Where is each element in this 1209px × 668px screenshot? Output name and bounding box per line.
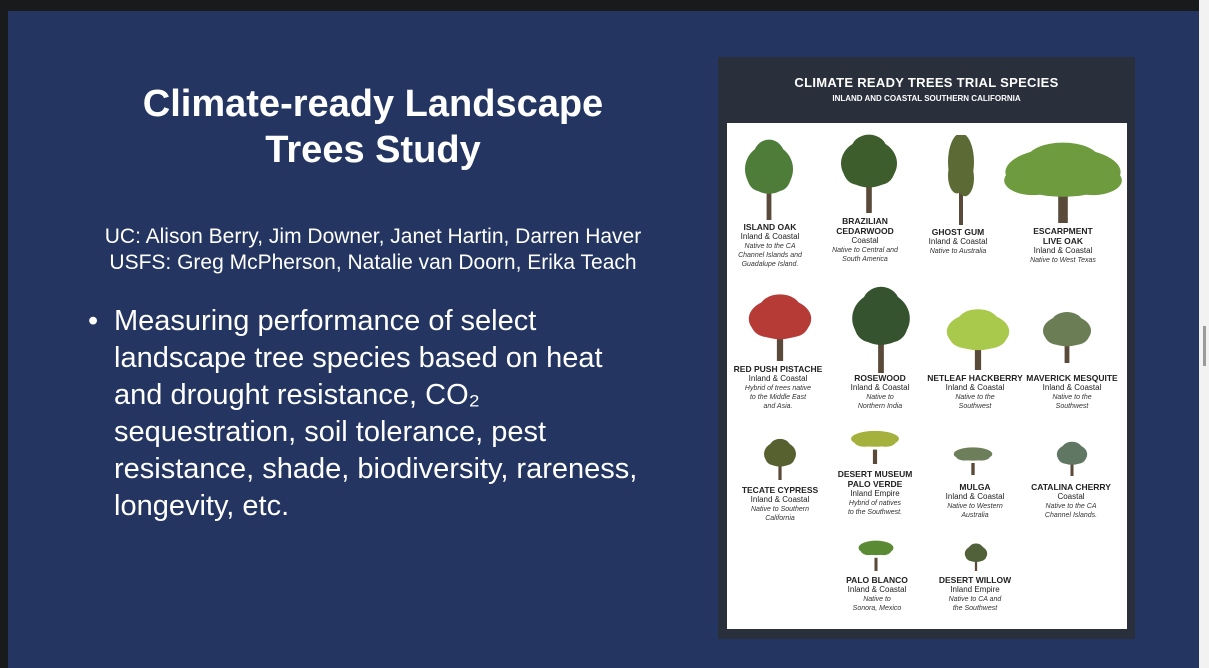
tree-caption	[925, 575, 1025, 613]
tree-caption	[815, 216, 915, 264]
maverick-mesquite-icon	[1037, 311, 1097, 363]
tree-origin-note: Native to the CA	[744, 243, 796, 250]
tree-region: Inland & Coastal	[748, 374, 808, 383]
catalina-cherry-icon	[1053, 441, 1091, 476]
tree-name: PALO BLANCO	[846, 575, 908, 585]
tree-name: ROSEWOOD	[854, 373, 906, 383]
brazilian-cedarwood-icon	[834, 133, 904, 213]
poster-subtitle: INLAND AND COASTAL SOUTHERN CALIFORNIA	[832, 94, 1021, 103]
tree-name: TECATE CYPRESS	[741, 485, 819, 495]
tree-region: Coastal	[851, 236, 879, 245]
slide-title-line-1: Climate-ready Landscape	[142, 83, 604, 125]
tree-caption	[825, 469, 925, 517]
tree-origin-note: California	[765, 515, 795, 522]
tree-name: DESERT WILLOW	[938, 575, 1012, 585]
tree-caption	[1022, 373, 1122, 411]
tree-origin-note: Native to Central and	[832, 247, 898, 254]
bullet-marker: •	[88, 305, 99, 337]
tree-name: PALO VERDE	[847, 479, 903, 489]
tree-caption	[728, 364, 828, 411]
tree-origin-note: Native to	[863, 596, 891, 603]
tree-caption	[720, 222, 820, 269]
tree-origin-note: and Asia.	[763, 403, 793, 410]
tree-origin-note: to the Middle East	[749, 394, 807, 401]
tree-caption	[1013, 226, 1113, 265]
tree-origin-note: Southwest	[1055, 403, 1089, 410]
credits	[68, 224, 678, 276]
tree-origin-note: Southwest	[958, 403, 992, 410]
poster-title: CLIMATE READY TREES TRIAL SPECIES	[794, 75, 1059, 90]
tree-origin-note: Australia	[961, 512, 989, 519]
tree-origin-note: to the Southwest.	[847, 509, 903, 516]
bullet-text: Measuring performance of select landscape tree species based on heat and drought resistance, CO₂ sequestration, soil tolerance, pest resistance, shade, biodiversity, rareness, longevity, etc.	[114, 305, 638, 522]
tree-caption	[730, 485, 830, 523]
tree-origin-note: Native to CA and	[948, 596, 1002, 603]
credits-usfs: USFS: Greg McPherson, Natalie van Doorn, Erika Teach	[109, 251, 637, 274]
tree-origin-note: Native to the	[955, 394, 995, 401]
scrollbar-thumb[interactable]	[1203, 326, 1206, 366]
tree-origin-note: Hybrid of trees native	[744, 385, 812, 392]
tree-name: CATALINA CHERRY	[1031, 482, 1111, 492]
island-oak-icon	[739, 138, 799, 220]
tree-caption	[925, 482, 1025, 520]
tree-region: Inland & Coastal	[847, 585, 907, 594]
presentation-slide	[8, 11, 1199, 668]
tree-caption	[908, 227, 1008, 256]
tree-region: Inland Empire	[850, 489, 900, 498]
palo-blanco-icon	[857, 538, 895, 571]
tree-origin-note: South America	[842, 256, 888, 263]
tree-region: Inland & Coastal	[750, 495, 810, 504]
tree-origin-note: Channel Islands.	[1044, 512, 1098, 519]
tree-region: Inland & Coastal	[740, 232, 800, 241]
tree-name: CEDARWOOD	[836, 226, 894, 236]
tree-origin-note: Hybrid of natives	[848, 500, 902, 507]
bullet-point	[88, 303, 658, 525]
tree-origin-note: the Southwest	[952, 605, 998, 612]
ghost-gum-icon	[936, 135, 986, 225]
tree-name: DESERT MUSEUM	[837, 469, 913, 479]
tree-region: Inland & Coastal	[928, 237, 988, 246]
tree-region: Coastal	[1057, 492, 1085, 501]
desert-willow-icon	[962, 543, 990, 571]
tree-origin-note: Native to the CA	[1045, 503, 1097, 510]
rosewood-icon	[845, 285, 917, 373]
tree-region: Inland & Coastal	[945, 492, 1005, 501]
escarpment-live-oak-icon	[1003, 141, 1123, 223]
tree-name: LIVE OAK	[1042, 236, 1084, 246]
tree-origin-note: Native to West Texas	[1030, 257, 1096, 264]
poster-tree-panel	[727, 123, 1127, 629]
tree-origin-note: Sonora, Mexico	[852, 605, 902, 612]
tree-name: RED PUSH PISTACHE	[733, 364, 823, 374]
tree-caption	[925, 373, 1025, 411]
tree-name: ISLAND OAK	[743, 222, 797, 232]
tree-region: Inland & Coastal	[1033, 246, 1093, 255]
slide-title	[78, 81, 668, 173]
tree-region: Inland & Coastal	[1042, 383, 1102, 392]
tree-origin-note: Guadalupe Island.	[741, 261, 799, 268]
tree-name: MAVERICK MESQUITE	[1026, 373, 1118, 383]
tecate-cypress-icon	[760, 438, 800, 480]
tree-caption	[830, 373, 930, 411]
tree-origin-note: Northern India	[857, 403, 903, 410]
tree-name: MULGA	[959, 482, 991, 492]
slide-title-line-2: Trees Study	[265, 129, 481, 171]
netleaf-hackberry-icon	[939, 308, 1017, 370]
tree-origin-note: Native to Southern	[751, 506, 809, 513]
tree-origin-note: Native to Western	[947, 503, 1003, 510]
tree-region: Inland & Coastal	[850, 383, 910, 392]
tree-name: GHOST GUM	[931, 227, 985, 237]
tree-origin-note: Native to	[866, 394, 894, 401]
tree-origin-note: Channel Islands and	[738, 252, 802, 259]
tree-name: NETLEAF HACKBERRY	[927, 373, 1023, 383]
tree-region: Inland Empire	[950, 585, 1000, 594]
tree-caption	[1021, 482, 1121, 520]
tree-name: BRAZILIAN	[842, 216, 888, 226]
red-push-pistache-icon	[741, 293, 819, 361]
tree-origin-note: Native to the	[1052, 394, 1092, 401]
tree-name: ESCARPMENT	[1033, 226, 1093, 236]
trees-poster	[718, 57, 1135, 639]
tree-region: Inland & Coastal	[945, 383, 1005, 392]
tree-origin-note: Native to Australia	[929, 248, 987, 255]
credits-uc: UC: Alison Berry, Jim Downer, Janet Hartin, Darren Haver	[104, 225, 642, 248]
mulga-icon	[952, 445, 994, 475]
tree-caption	[827, 575, 927, 613]
palo-verde-icon	[849, 428, 901, 464]
